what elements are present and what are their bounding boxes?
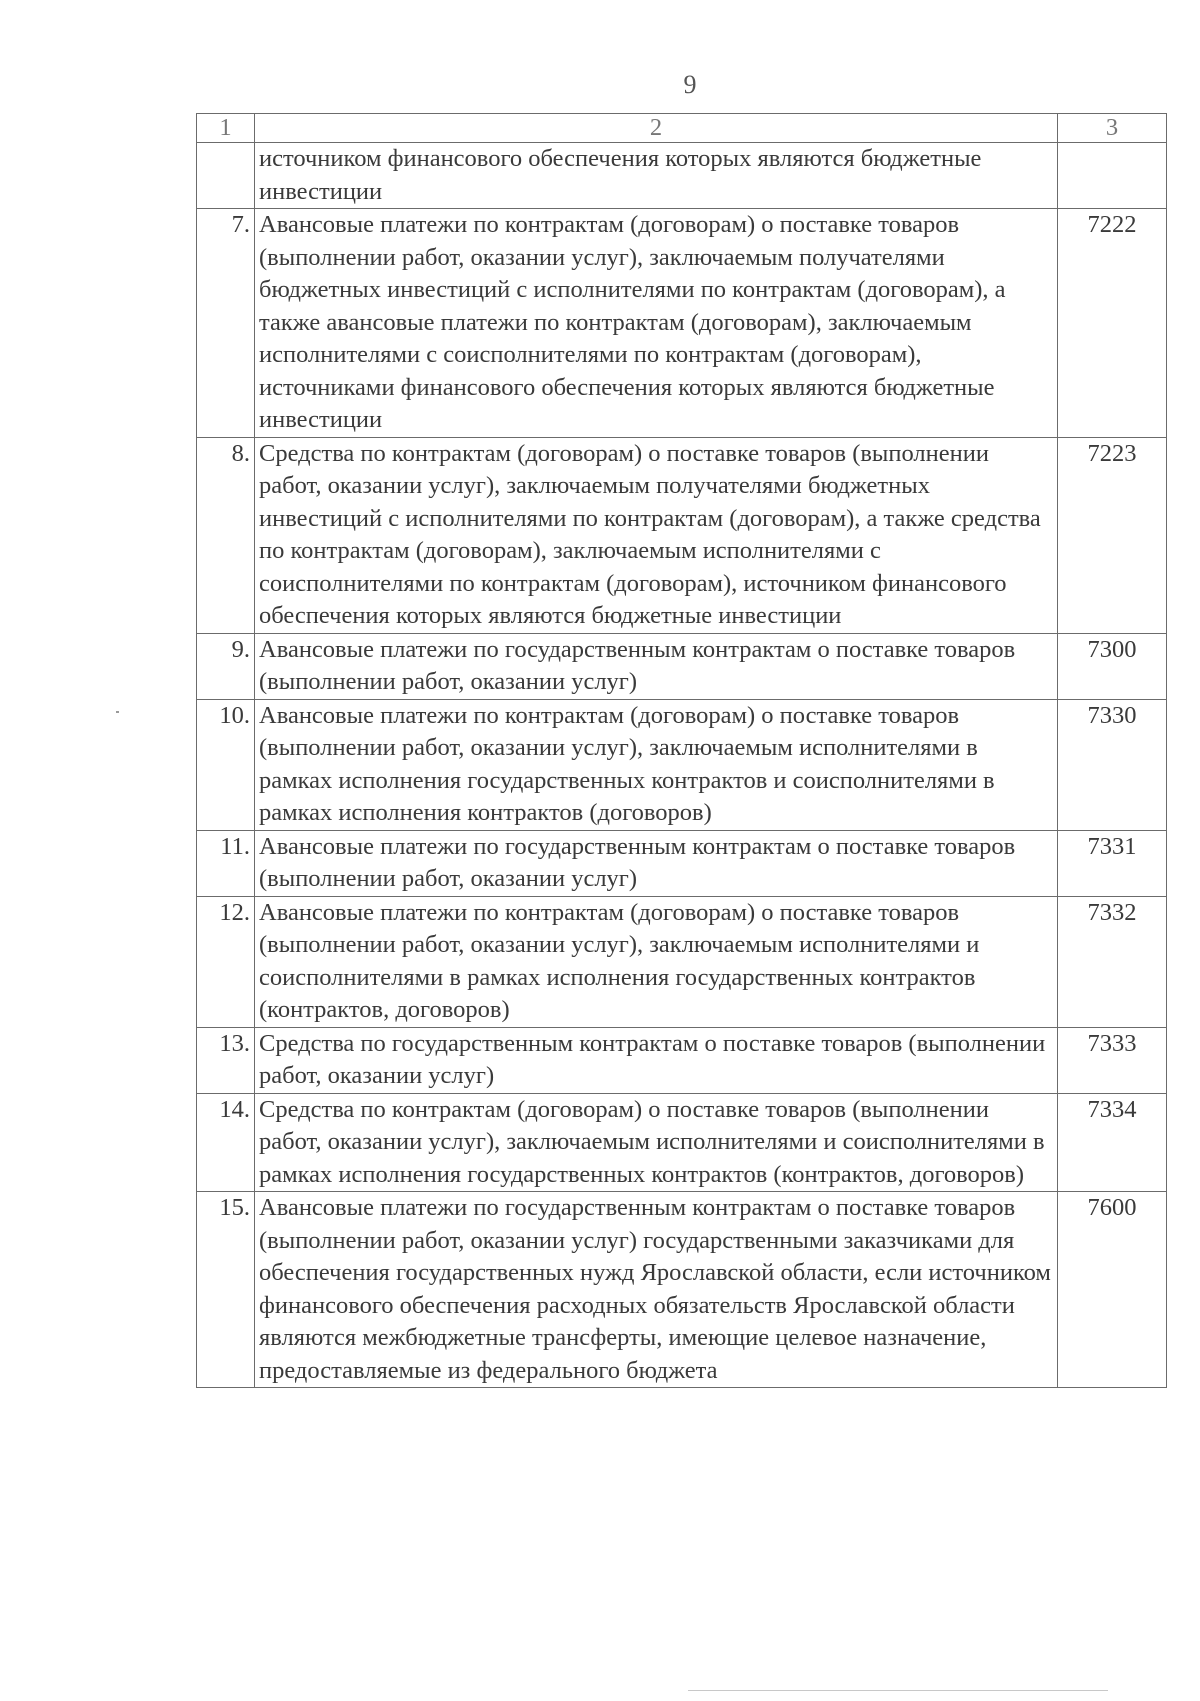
row-description: Средства по контрактам (договорам) о поставке товаров (выполнении работ, оказании услуг), заключаемым исполнителями и соисполнителями в рамках исполнения государственных контрактов (контрактов, договоров) [255,1093,1058,1192]
table-row [197,437,1167,633]
bottom-rule [688,1690,1108,1691]
column-header-1: 1 [197,114,255,143]
row-number: 10. [197,699,255,830]
row-code: 7330 [1058,699,1167,830]
row-description: источником финансового обеспечения которых являются бюджетные инвестиции [255,143,1058,209]
codes-table [196,113,1167,1388]
row-number: 13. [197,1027,255,1093]
row-code: 7333 [1058,1027,1167,1093]
table-row [197,896,1167,1027]
row-description: Авансовые платежи по контрактам (договорам) о поставке товаров (выполнении работ, оказании услуг), заключаемым исполнителями и соисполнителями в рамках исполнения государственных контрактов (контрактов, договоров) [255,896,1058,1027]
row-number: 15. [197,1192,255,1388]
row-number: 7. [197,209,255,438]
row-number: 8. [197,437,255,633]
row-number [197,143,255,209]
row-number: 11. [197,830,255,896]
table-row [197,830,1167,896]
row-code: 7331 [1058,830,1167,896]
page-number: 9 [683,70,697,99]
row-code [1058,143,1167,209]
row-code: 7332 [1058,896,1167,1027]
table-row [197,1192,1167,1388]
table-row [197,143,1167,209]
row-description: Средства по государственным контрактам о поставке товаров (выполнении работ, оказании услуг) [255,1027,1058,1093]
row-code: 7334 [1058,1093,1167,1192]
row-description: Авансовые платежи по контрактам (договорам) о поставке товаров (выполнении работ, оказании услуг), заключаемым исполнителями в рамках исполнения государственных контрактов и соисполнителями в рамках исполнения контрактов (договоров) [255,699,1058,830]
row-description: Авансовые платежи по государственным контрактам о поставке товаров (выполнении работ, оказании услуг) государственными заказчиками для обеспечения государственных нужд Ярославской области, если источником финансового обеспечения расходных обязательств Ярославской области являются межбюджетные трансферты, имеющие целевое назначение, предоставляемые из федерального бюджета [255,1192,1058,1388]
table-row [197,209,1167,438]
column-header-2: 2 [255,114,1058,143]
column-header-3: 3 [1058,114,1167,143]
row-number: 9. [197,633,255,699]
row-description: Авансовые платежи по контрактам (договорам) о поставке товаров (выполнении работ, оказании услуг), заключаемым получателями бюджетных инвестиций с исполнителями по контрактам (договорам), а также авансовые платежи по контрактам (договорам), заключаемым исполнителями с соисполнителями по контрактам (договорам), источниками финансового обеспечения которых являются бюджетные инвестиции [255,209,1058,438]
row-code: 7300 [1058,633,1167,699]
row-code: 7223 [1058,437,1167,633]
table-row [197,699,1167,830]
table-row [197,633,1167,699]
table-header-row [197,114,1167,143]
table-row [197,1027,1167,1093]
row-number: 12. [197,896,255,1027]
row-description: Авансовые платежи по государственным контрактам о поставке товаров (выполнении работ, оказании услуг) [255,633,1058,699]
scan-speck [116,711,119,713]
row-code: 7600 [1058,1192,1167,1388]
row-code: 7222 [1058,209,1167,438]
table-row [197,1093,1167,1192]
row-description: Средства по контрактам (договорам) о поставке товаров (выполнении работ, оказании услуг), заключаемым получателями бюджетных инвестиций с исполнителями по контрактам (договорам), а также средства по контрактам (договорам), заключаемым исполнителями с соисполнителями по контрактам (договорам), источником финансового обеспечения которых являются бюджетные инвестиции [255,437,1058,633]
row-number: 14. [197,1093,255,1192]
row-description: Авансовые платежи по государственным контрактам о поставке товаров (выполнении работ, оказании услуг) [255,830,1058,896]
